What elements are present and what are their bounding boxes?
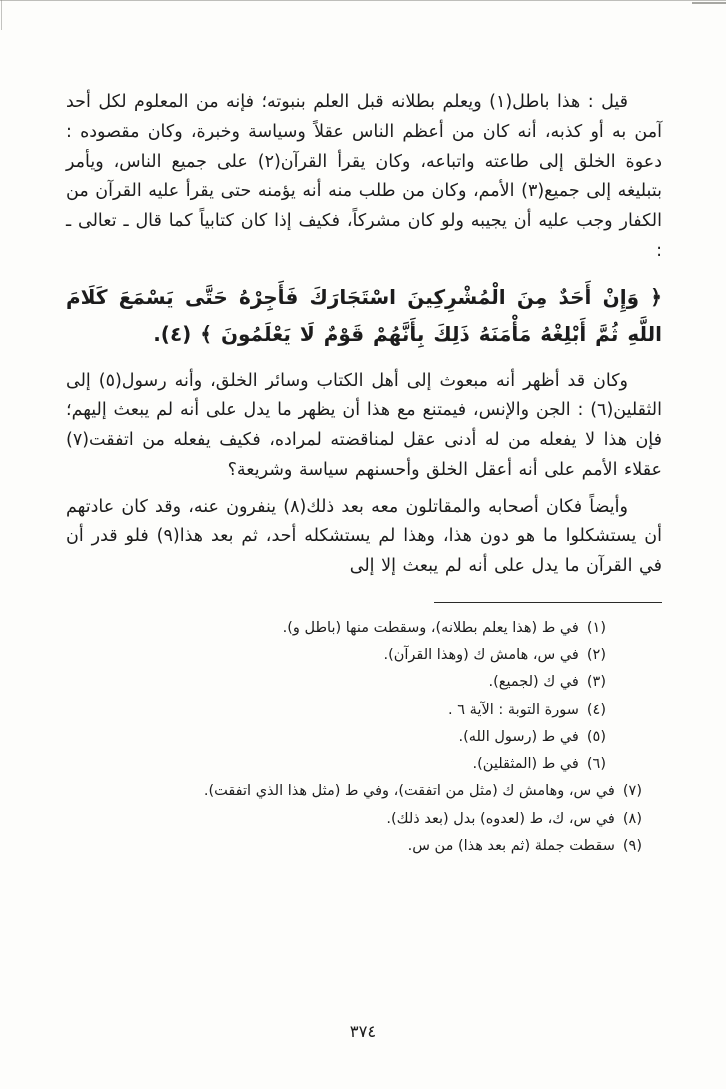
footnote-text: سورة التوبة : الآية ٦ .: [448, 701, 579, 718]
footnote: [66, 806, 662, 833]
footnote-marker: (٣): [586, 674, 606, 691]
scan-artifact-top-edge: [0, 0, 726, 1]
footnote-text: في س، وهامش ك (مثل من اتفقت)، وفي ط (مثل هذا الذي اتفقت).: [203, 783, 615, 800]
footnote: [66, 724, 662, 751]
page-content: [66, 88, 662, 582]
footnote: [66, 778, 662, 805]
footnote-marker: (٦): [586, 756, 606, 772]
footnote-marker: (٩): [622, 837, 642, 854]
footnote: [66, 697, 662, 724]
scan-artifact-right-corner: [692, 2, 726, 4]
body-paragraph: قيل : هذا باطل(١) ويعلم بطلانه قبل العلم بنبوته؛ فإنه من المعلوم لكل أحد آمن به أو كذبه، أنه كان من أعظم الناس عقلاً وسياسة وخبرة، وكان مقصوده : دعوة الخلق إلى طاعته واتباعه، وكان يقرأ القرآن(٢) على جميع الناس، ويأمر بتبليغه إلى جميع(٣) الأمم، وكان من طلب منه أنه يؤمنه حتى يقرأ عليه القرآن من الكفار وجب عليه أن يجيبه ولو كان مشركاً، فكيف إذا كان كتابياً كما قال ـ تعالى ـ :: [66, 92, 662, 261]
footnote-text: في ط (رسول الله).: [458, 728, 579, 745]
body-paragraph: وأيضاً فكان أصحابه والمقاتلون معه بعد ذلك(٨) ينفرون عنه، وقد كان عادتهم أن يستشكلوا ما هو دون هذا، وهذا لم يستشكله أحد، ثم بعد هذا(٩) فلو قدر أن في القرآن ما يدل على أنه لم يبعث إلا إلى: [66, 496, 662, 576]
footnote-marker: (١): [586, 619, 606, 636]
footnote-text: في س، ك، ط (لعدوه) بدل (بعد ذلك).: [386, 810, 615, 827]
footnote-text: في ك (لجميع).: [488, 674, 579, 691]
footnotes-section: [66, 602, 662, 860]
footnote-text: في ط (هذا يعلم بطلانه)، وسقطت منها (باطل و).: [282, 619, 579, 636]
footnote-marker: (٢): [586, 647, 606, 663]
quran-verse: ﴿ وَإِنْ أَحَدٌ مِنَ الْمُشْرِكِينَ اسْتَجَارَكَ فَأَجِرْهُ حَتَّى يَسْمَعَ كَلَامَ اللَّهِ ثُمَّ أَبْلِغْهُ مَأْمَنَهُ ذَلِكَ بِأَنَّهُمْ قَوْمٌ لَا يَعْلَمُونَ ﴾ (٤).: [66, 284, 662, 346]
footnote: [66, 833, 662, 860]
footnote-text: سقطت جملة (ثم بعد هذا) من س.: [407, 837, 615, 854]
footnote-marker: (٤): [586, 701, 606, 718]
footnote-marker: (٨): [622, 810, 642, 827]
page-number: ٣٧٤: [349, 1022, 377, 1041]
footnote-text: في ط (المثقلين).: [472, 756, 579, 772]
footnote-marker: (٥): [586, 728, 606, 745]
footnote: [66, 615, 662, 642]
body-paragraph: وكان قد أظهر أنه مبعوث إلى أهل الكتاب وسائر الخلق، وأنه رسول(٥) إلى الثقلين(٦) : الجن والإنس، فيمتنع مع هذا أن يظهر ما يدل على أنه لم يبعث إليهم؛ فإن هذا لا يفعله من له أدنى عقل لمناقضته لمراده، فكيف يفعله من اتفقت(٧) عقلاء الأمم على أنه أعقل الخلق وأحسنهم سياسة وشريعة؟: [66, 370, 662, 480]
footnote: [66, 642, 662, 669]
footnote: [66, 669, 662, 696]
footnote-marker: (٧): [622, 783, 642, 800]
scan-artifact-left-edge: [1, 0, 2, 30]
footnote-text: في س، هامش ك (وهذا القرآن).: [383, 647, 579, 663]
footnote: [66, 751, 662, 778]
footnote-separator: [434, 602, 662, 603]
